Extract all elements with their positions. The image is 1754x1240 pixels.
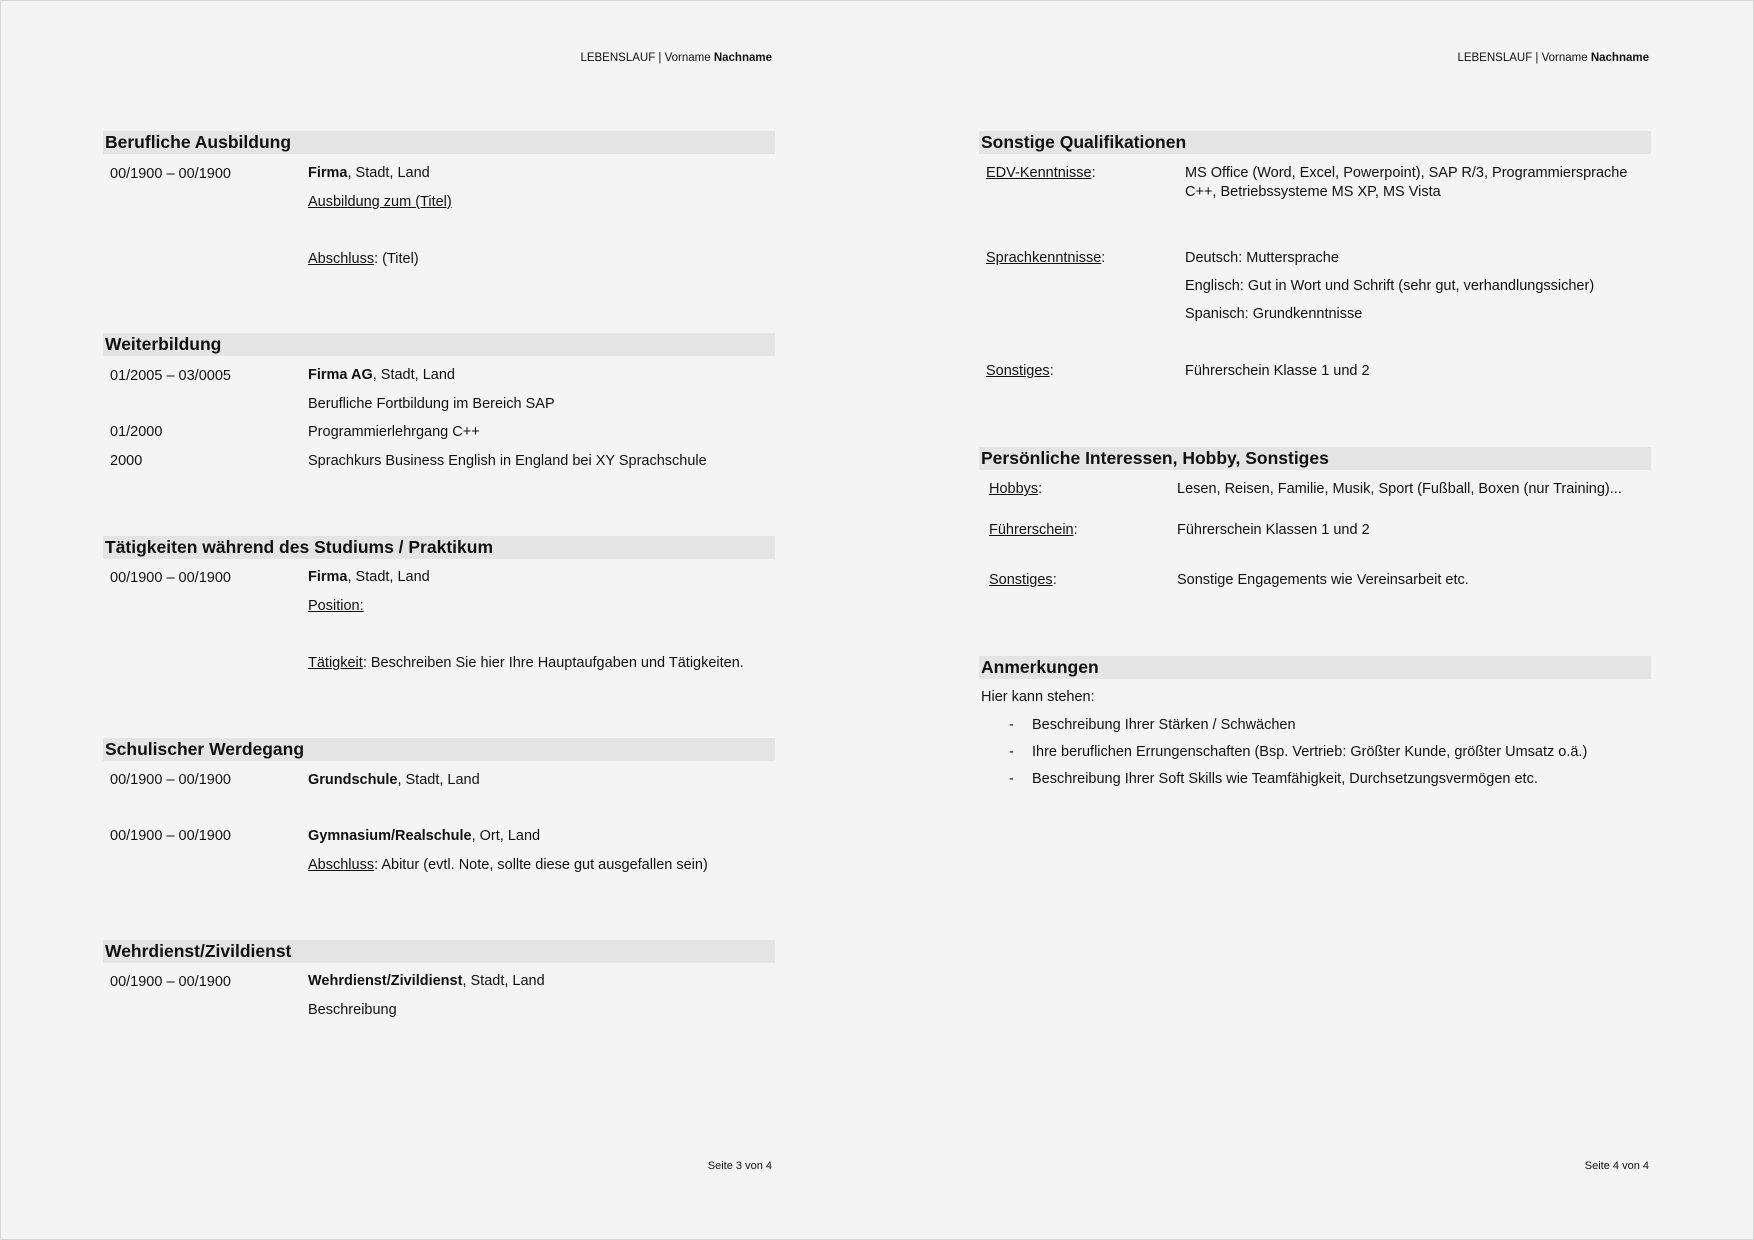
list-item: Ihre beruflichen Errungenschaften (Bsp. Vertrieb: Größter Kunde, größter Umsatz o.ä.) [1032,744,1588,760]
firm: Firma AG [308,367,373,383]
section-heading: Wehrdienst/Zivildienst [103,940,775,963]
task-label: Tätigkeit [308,655,363,671]
language: Englisch: Gut in Wort und Schrift (sehr gut, verhandlungssicher) [1185,278,1595,294]
field-label: Führerschein: [989,522,1078,538]
school: Grundschule [308,772,398,788]
entry-title [308,568,430,586]
entry-title [308,972,545,990]
firm-location: , Stadt, Land [347,165,430,181]
date: 00/1900 – 00/1900 [110,166,231,182]
misc-label: Sonstiges [989,572,1053,588]
language: Deutsch: Muttersprache [1185,250,1339,266]
page-number: Seite 4 von 4 [1584,1160,1649,1172]
entry-title [308,771,480,789]
date: 01/2005 – 03/0005 [110,368,231,384]
description: Berufliche Fortbildung im Bereich SAP [308,396,555,412]
firm-location: , Stadt, Land [372,367,455,383]
languages-label: Sprachkenntnisse [986,250,1102,266]
header-name: Nachname [713,52,772,64]
training-title: Ausbildung zum (Titel) [308,194,452,210]
edv-label: EDV-Kenntnisse [986,165,1092,181]
section-heading: Schulischer Werdegang [103,738,775,761]
field-label: Sprachkenntnisse: [986,250,1106,266]
section-heading: Berufliche Ausbildung [103,131,775,154]
list-item: Beschreibung Ihrer Stärken / Schwächen [1032,717,1296,733]
description: Beschreibung [308,1002,397,1018]
section-heading: Weiterbildung [103,333,775,356]
school-location: , Stadt, Land [397,772,480,788]
date: 00/1900 – 00/1900 [110,570,231,586]
date: 00/1900 – 00/1900 [110,828,231,844]
entry-title [308,366,455,384]
date: 01/2000 [110,424,163,440]
firm: Firma [308,569,348,585]
bullet: - [1009,771,1014,787]
misc-value: Sonstige Engagements wie Vereinsarbeit etc. [1177,572,1469,588]
section-heading: Anmerkungen [979,656,1651,679]
date: 00/1900 – 00/1900 [110,974,231,990]
section-heading: Persönliche Interessen, Hobby, Sonstiges [979,447,1651,470]
description: Programmierlehrgang C++ [308,424,480,440]
header-prefix: LEBENSLAUF | Vorname [580,52,714,64]
position-label: Position: [308,598,364,614]
edv-value-cont: C++, Betriebssysteme MS XP, MS Vista [1185,184,1441,200]
field-label: EDV-Kenntnisse: [986,165,1096,181]
misc-label: Sonstiges [986,363,1050,379]
entry-title [308,164,430,182]
degree-label: Abschluss [308,857,375,873]
list-item: Beschreibung Ihrer Soft Skills wie Teamfähigkeit, Durchsetzungsvermögen etc. [1032,771,1538,787]
description: Sprachkurs Business English in England bei XY Sprachschule [308,453,707,469]
notes-intro: Hier kann stehen: [981,689,1095,705]
section-heading: Tätigkeiten während des Studiums / Praktikum [103,536,775,559]
misc-value: Führerschein Klasse 1 und 2 [1185,363,1370,379]
page-number: Seite 3 von 4 [707,1160,772,1172]
degree [308,250,419,268]
degree-value: : (Titel) [374,251,419,267]
degree-value: : Abitur (evtl. Note, sollte diese gut ausgefallen sein) [374,857,708,873]
school-location: , Ort, Land [471,828,541,844]
service: Wehrdienst/Zivildienst [308,973,463,989]
task-value: : Beschreiben Sie hier Ihre Hauptaufgaben und Tätigkeiten. [362,655,744,671]
school: Gymnasium/Realschule [308,828,472,844]
language: Spanisch: Grundkenntnisse [1185,306,1363,322]
date: 00/1900 – 00/1900 [110,772,231,788]
page-header-left [580,52,772,64]
header-name: Nachname [1590,52,1649,64]
edv-value: MS Office (Word, Excel, Powerpoint), SAP R/3, Programmiersprache [1185,165,1628,181]
entry-title [308,827,540,845]
field-label: Hobbys: [989,481,1043,497]
page-header-right [1457,52,1649,64]
section-heading: Sonstige Qualifikationen [979,131,1651,154]
field-label: Sonstiges: [986,363,1054,379]
degree [308,856,708,874]
header-prefix: LEBENSLAUF | Vorname [1457,52,1591,64]
hobbies-label: Hobbys [989,481,1039,497]
degree-label: Abschluss [308,251,375,267]
task [308,654,744,672]
firm: Firma [308,165,348,181]
bullet: - [1009,717,1014,733]
firm-location: , Stadt, Land [347,569,430,585]
license-value: Führerschein Klassen 1 und 2 [1177,522,1370,538]
license-label: Führerschein [989,522,1074,538]
hobbies-value: Lesen, Reisen, Familie, Musik, Sport (Fußball, Boxen (nur Training)... [1177,481,1622,497]
service-location: , Stadt, Land [462,973,545,989]
date: 2000 [110,453,143,469]
field-label: Sonstiges: [989,572,1057,588]
bullet: - [1009,744,1014,760]
